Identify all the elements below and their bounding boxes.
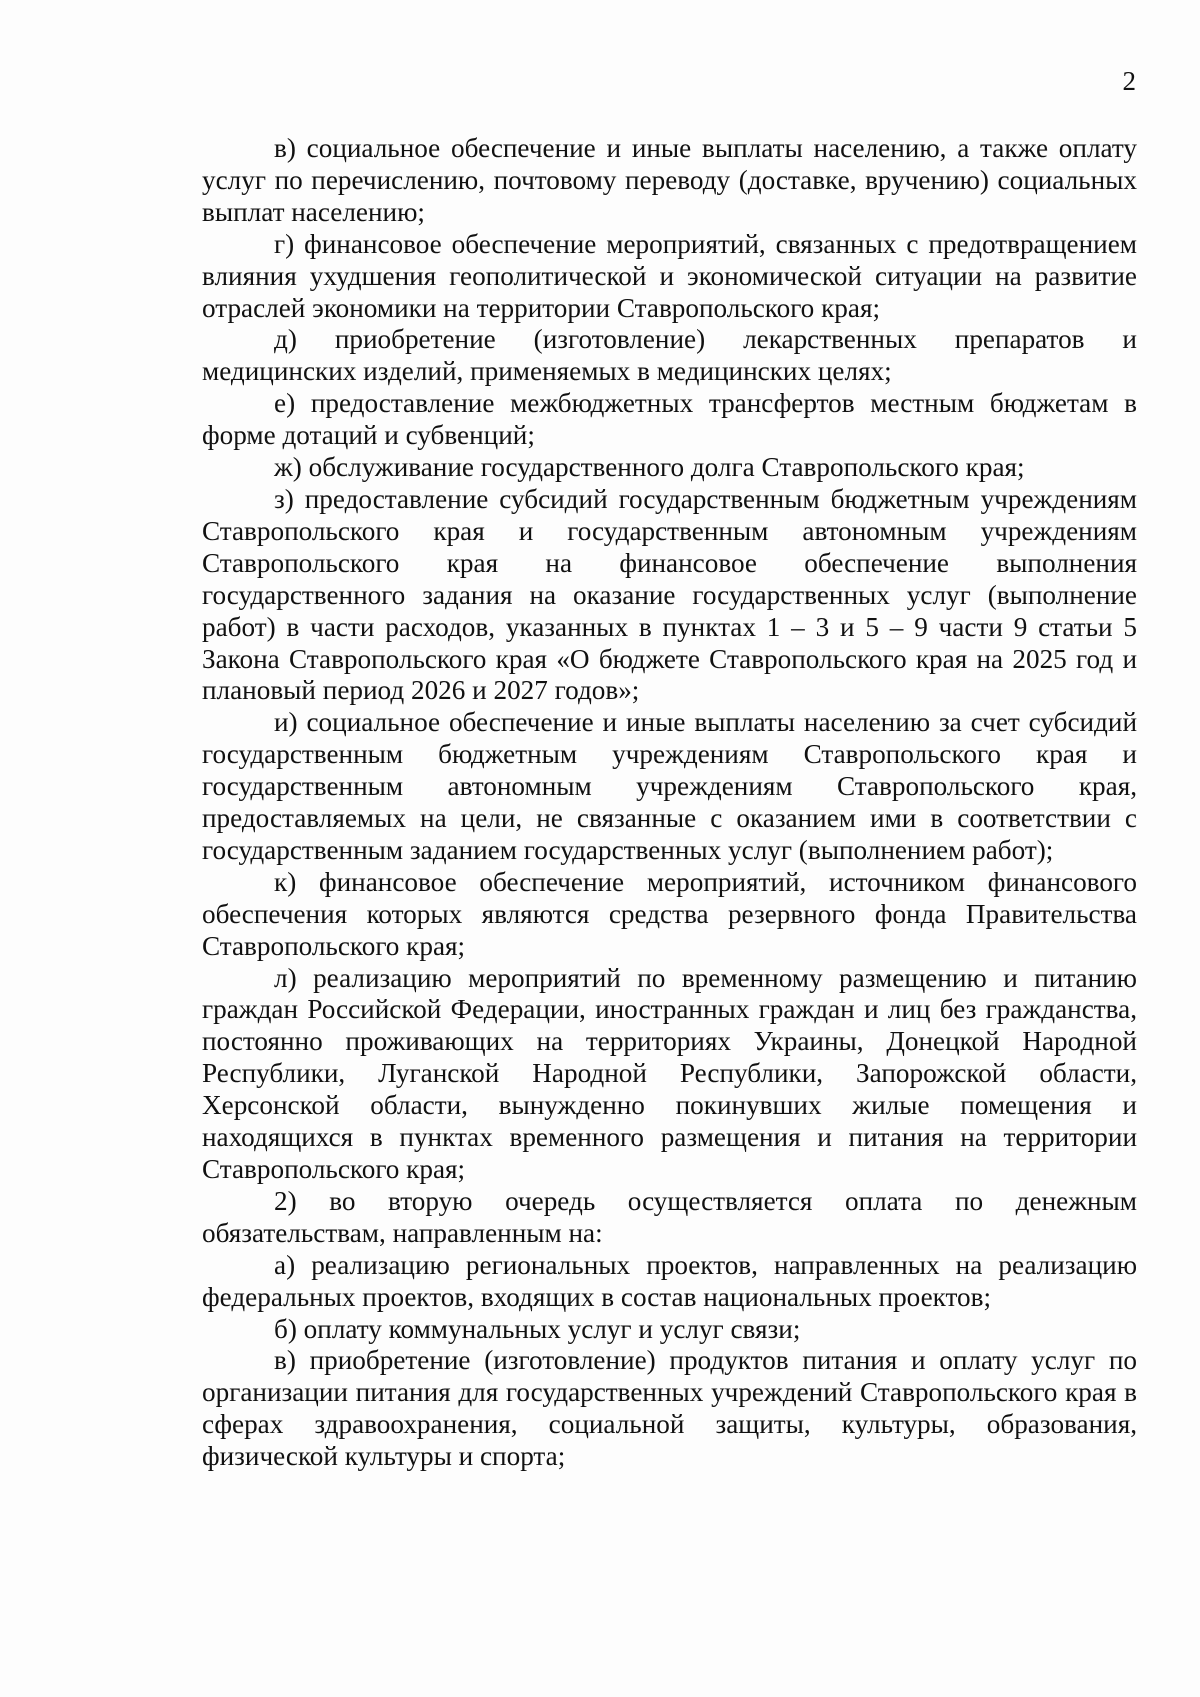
paragraph-2-second-priority: 2) во вторую очередь осуществляется оплата по денежным обязательствам, направленным на: xyxy=(202,1185,1137,1248)
paragraph-e-interbudget-transfers: е) предоставление межбюджетных трансфертов местным бюджетам в форме дотаций и субвенций; xyxy=(202,388,1137,451)
paragraph-i-social-payments-subsidies: и) социальное обеспечение и иные выплаты населению за счет субсидий государственным бюджетным учреждениям Ставропольского края и государственным автономным учреждениям Ставропольского края, предоставляемых на цели, не связанные с оказанием ими в соответствии с государственным заданием государственных услуг (выполнением работ); xyxy=(202,707,1137,865)
paragraph-z-subsidies-state-task: з) предоставление субсидий государственным бюджетным учреждениям Ставропольского края и государственным автономным учреждениям Ставропольского края на финансовое обеспечение выполнения государственного задания на оказание государственных услуг (выполнение работ) в части расходов, указанных в пунктах 1 – 3 и 5 – 9 части 9 статьи 5 Закона Ставропольского края «О бюджете Ставропольского края на 2025 год и плановый период 2026 и 2027 годов»; xyxy=(202,483,1137,706)
document-body xyxy=(202,133,1137,1473)
paragraph-v-food-supplies: в) приобретение (изготовление) продуктов питания и оплату услуг по организации питания для государственных учреждений Ставропольского края в сферах здравоохранения, социальной защиты, культуры, образования, физической культуры и спорта; xyxy=(202,1345,1137,1472)
page-number: 2 xyxy=(1122,66,1136,96)
paragraph-zh-state-debt: ж) обслуживание государственного долга Ставропольского края; xyxy=(274,452,1025,483)
paragraph-v-social-payments: в) социальное обеспечение и иные выплаты населению, а также оплату услуг по перечислению, почтовому переводу (доставке, вручению) социальных выплат населению; xyxy=(202,133,1137,227)
paragraph-a-regional-projects: а) реализацию региональных проектов, направленных на реализацию федеральных проектов, входящих в состав национальных проектов; xyxy=(202,1249,1137,1312)
paragraph-d-medicines: д) приобретение (изготовление) лекарственных препаратов и медицинских изделий, применяемых в медицинских целях; xyxy=(202,324,1137,387)
paragraph-g-geopolitical-measures: г) финансовое обеспечение мероприятий, связанных с предотвращением влияния ухудшения геополитической и экономической ситуации на развитие отраслей экономики на территории Ставропольского края; xyxy=(202,228,1137,323)
paragraph-b-utilities: б) оплату коммунальных услуг и услуг связи; xyxy=(274,1313,801,1344)
paragraph-l-temporary-accommodation: л) реализацию мероприятий по временному размещению и питанию граждан Российской Федерации, иностранных граждан и лиц без гражданства, постоянно проживающих на территориях Украины, Донецкой Народной Республики, Луганской Народной Республики, Запорожской области, Херсонской области, вынужденно покинувших жилые помещения и находящихся в пунктах временного размещения и питания на территории Ставропольского края; xyxy=(202,962,1137,1184)
paragraph-k-reserve-fund: к) финансовое обеспечение мероприятий, источником финансового обеспечения которых являются средства резервного фонда Правительства Ставропольского края; xyxy=(202,866,1137,961)
